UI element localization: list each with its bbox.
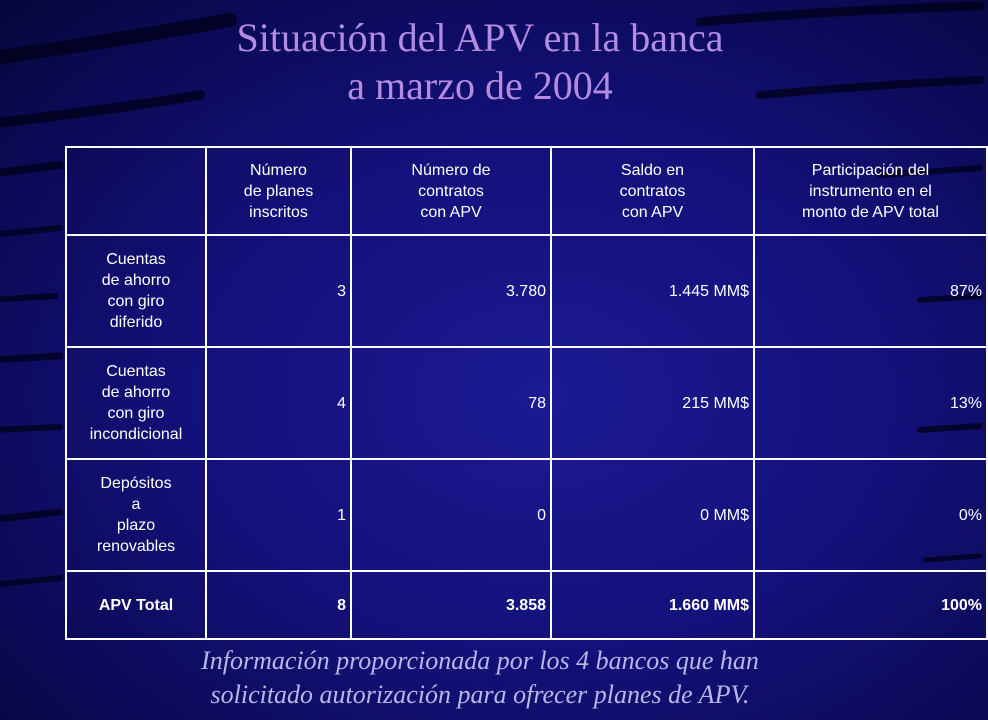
cell-participacion: 0%: [754, 459, 987, 571]
apv-table: [65, 146, 988, 640]
total-saldo: 1.660 MM$: [551, 571, 754, 639]
cell-participacion: 13%: [754, 347, 987, 459]
total-participacion: 100%: [754, 571, 987, 639]
cell-contratos: 78: [351, 347, 551, 459]
cell-contratos: 3.780: [351, 235, 551, 347]
total-label: APV Total: [66, 571, 206, 639]
cell-saldo: 0 MM$: [551, 459, 754, 571]
header-saldo: Saldo en contratos con APV: [551, 147, 754, 235]
table-row: [66, 235, 987, 347]
footnote: [0, 644, 960, 712]
title-line-1: Situación del APV en la banca: [236, 15, 724, 60]
cell-saldo: 1.445 MM$: [551, 235, 754, 347]
cell-planes: 4: [206, 347, 351, 459]
cell-contratos: 0: [351, 459, 551, 571]
cell-planes: 3: [206, 235, 351, 347]
row-label: Cuentas de ahorro con giro diferido: [66, 235, 206, 347]
table-header-row: [66, 147, 987, 235]
cell-saldo: 215 MM$: [551, 347, 754, 459]
footnote-line-1: Información proporcionada por los 4 bancos que han: [201, 646, 759, 675]
header-numero-planes: Número de planes inscritos: [206, 147, 351, 235]
row-label: Depósitos a plazo renovables: [66, 459, 206, 571]
total-contratos: 3.858: [351, 571, 551, 639]
total-planes: 8: [206, 571, 351, 639]
table-total-row: [66, 571, 987, 639]
title-line-2: a marzo de 2004: [347, 63, 613, 108]
page-title: [0, 14, 960, 110]
footnote-line-2: solicitado autorización para ofrecer planes de APV.: [210, 680, 750, 709]
header-empty-cell: [66, 147, 206, 235]
row-label: Cuentas de ahorro con giro incondicional: [66, 347, 206, 459]
header-participacion: Participación del instrumento en el monto de APV total: [754, 147, 987, 235]
cell-participacion: 87%: [754, 235, 987, 347]
table-row: [66, 347, 987, 459]
table-row: [66, 459, 987, 571]
cell-planes: 1: [206, 459, 351, 571]
header-numero-contratos: Número de contratos con APV: [351, 147, 551, 235]
